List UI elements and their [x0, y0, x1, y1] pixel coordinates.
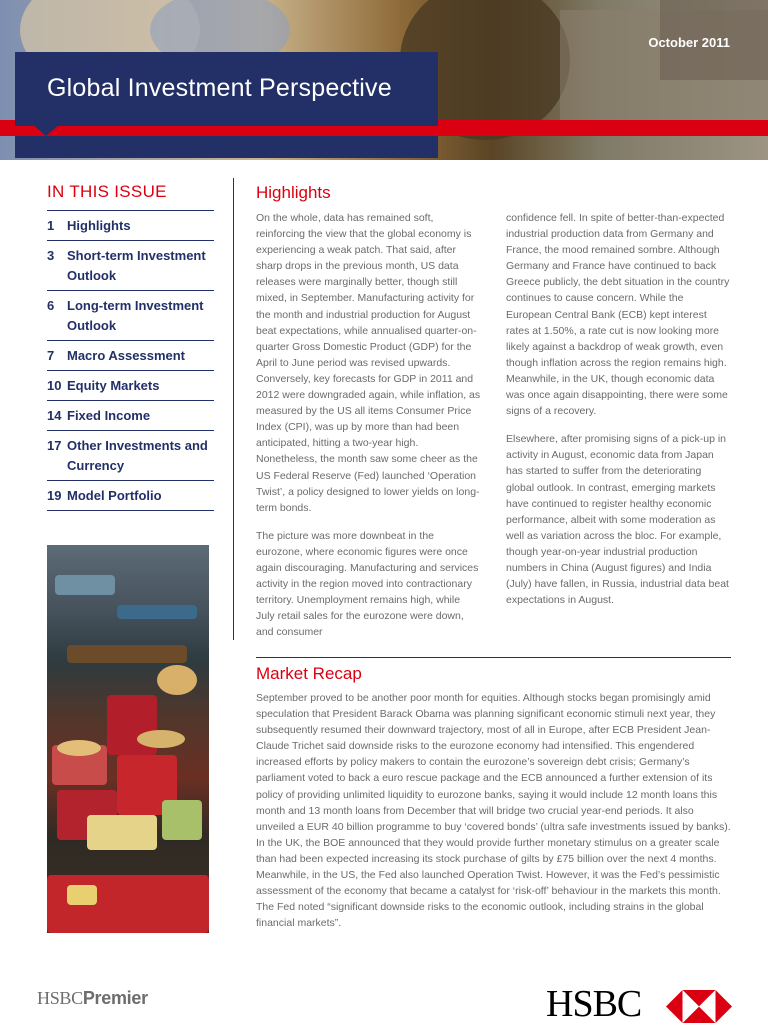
title-banner — [15, 52, 438, 126]
paragraph: On the whole, data has remained soft, reinforcing the view that the global economy is experiencing a weak patch. That said, after sharp drops in the previous month, US data releases were marginally better, though still mixed, in September. Manufacturing activity for the month and industrial production for August beat expectations, while annualised quarter-on-quarter Gross Domestic Product (GDP) for the April to June period was revised upwards. Conversely, key forecasts for GDP in 2011 and 2012 were downgraded again, while inflation, as measured by the US all items Consumer Price Index (CPI), was up by more than had been anticipated, hitting a two-year high. Nonetheless, the month saw some cheer as the US Federal Reserve (Fed) launched ‘Operation Twist’, a policy designed to lower yields on long-term bonds. — [256, 212, 481, 514]
publication-title: Global Investment Perspective — [47, 74, 392, 102]
hsbc-logo-wordmark: HSBC — [546, 983, 642, 1025]
toc-page-number: 7 — [47, 348, 55, 363]
toc-label: Equity Markets — [67, 378, 160, 393]
toc-label: Long-term Investment Outlook — [67, 298, 204, 333]
paragraph: confidence fell. In spite of better-than-expected industrial production data from Germany and France, the mood remained sombre. Although Germany and France have continued to back Greece publicly, the debt situation in the country continues to cause concern. While the European Central Bank (ECB) kept interest rates at 1.50%, a rate cut is now looking more likely against a backdrop of weak growth, even though inflation across the region remains high. Meanwhile, in the UK, though economic data was once again disappointing, there were some signs of a recovery. — [506, 212, 730, 418]
paragraph: The picture was more downbeat in the eurozone, where economic figures were once again discouraging. Manufacturing and services activity in the region moved into contractionary territory. Unemployment remains high, while July retail sales for the eurozone were down, and consumer — [256, 529, 479, 639]
toc-page-number: 10 — [47, 378, 62, 393]
market-recap-body: September proved to be another poor month for equities. Although stocks began promisingly amid speculation that President Barack Obama was planning significant economic stimuli next year, they subsequently resumed their downward trajectory, most of all in Europe, after ECB President Jean-Claude Trichet said downside risks to the eurozone economy had intensified. This engendered increased efforts by policy makers to contain the eurozone’s sovereign debt crisis; Germany’s parliament voted to back a euro rescue package and the ECB announced a further extension of its policy of providing unlimited liquidity to eurozone banks, saying it would include 12 month loans this month and 13 month loans from December that will bridge two crucial year-end periods. It also unveiled a EUR 40 billion programme to buy ‘covered bonds’ (ultra safe investments issued by banks). In the UK, the BOE announced that they would provide further monetary stimulus on a greater scale than had been expected increasing its stock purchase of gilts by £75 billion over the next 4 months. Meanwhile, in the US, the Fed also launched Operation Twist. However, it was the Fed’s pessimistic assessment of the economy that became a catalyst for ‘risk-off’ behaviour in the markets this month. The Fed noted “significant downside risks to the economic outlook, including strains in the global financial markets”. — [256, 692, 731, 930]
toc-item-fixed-income[interactable] — [47, 401, 214, 431]
table-of-contents — [47, 210, 214, 511]
title-banner-notch — [32, 124, 60, 136]
toc-item-highlights[interactable] — [47, 211, 214, 241]
toc-label: Short-term Investment Outlook — [67, 248, 206, 283]
toc-item-model-portfolio[interactable] — [47, 481, 214, 511]
toc-page-number: 1 — [47, 218, 55, 233]
toc-page-number: 17 — [47, 438, 62, 453]
highlights-column-2 — [506, 210, 731, 620]
toc-item-other-investments[interactable] — [47, 431, 214, 481]
toc-label: Other Investments and Currency — [67, 438, 208, 473]
toc-page-number: 3 — [47, 248, 55, 263]
issue-date: October 2011 — [648, 35, 730, 50]
highlights-column-1 — [256, 210, 481, 652]
title-banner-strip — [15, 136, 438, 158]
toc-label: Fixed Income — [67, 408, 151, 423]
market-recap-heading: Market Recap — [256, 664, 362, 683]
toc-item-macro-assessment[interactable] — [47, 341, 214, 371]
toc-item-short-term-outlook[interactable] — [47, 241, 214, 291]
toc-page-number: 6 — [47, 298, 55, 313]
toc-page-number: 19 — [47, 488, 62, 503]
toc-label: Model Portfolio — [67, 488, 162, 503]
toc-label: Highlights — [67, 218, 131, 233]
highlights-heading: Highlights — [256, 183, 331, 202]
hsbc-premier-logo: HSBCPremier — [37, 988, 148, 1008]
toc-item-equity-markets[interactable] — [47, 371, 214, 401]
toc-item-long-term-outlook[interactable] — [47, 291, 214, 341]
toc-page-number: 14 — [47, 408, 62, 423]
in-this-issue-panel — [47, 182, 214, 511]
paragraph: Elsewhere, after promising signs of a pick-up in activity in August, economic data from Japan has started to suffer from the deteriorating global outlook. In contrast, emerging markets have continued to register healthy economic performance, albeit with some moderation as well as variation across the bloc. For example, though year-on-year industrial production numbers in China (August figures) and India (July) have fallen, in Russia, industrial data beat expectations in August. — [506, 433, 729, 607]
column-divider — [233, 178, 234, 640]
hsbc-hexagon-icon — [666, 990, 732, 1023]
toc-label: Macro Assessment — [67, 348, 186, 363]
section-divider — [256, 657, 731, 658]
floating-market-photo — [47, 545, 209, 933]
in-this-issue-heading: IN THIS ISSUE — [47, 182, 167, 201]
